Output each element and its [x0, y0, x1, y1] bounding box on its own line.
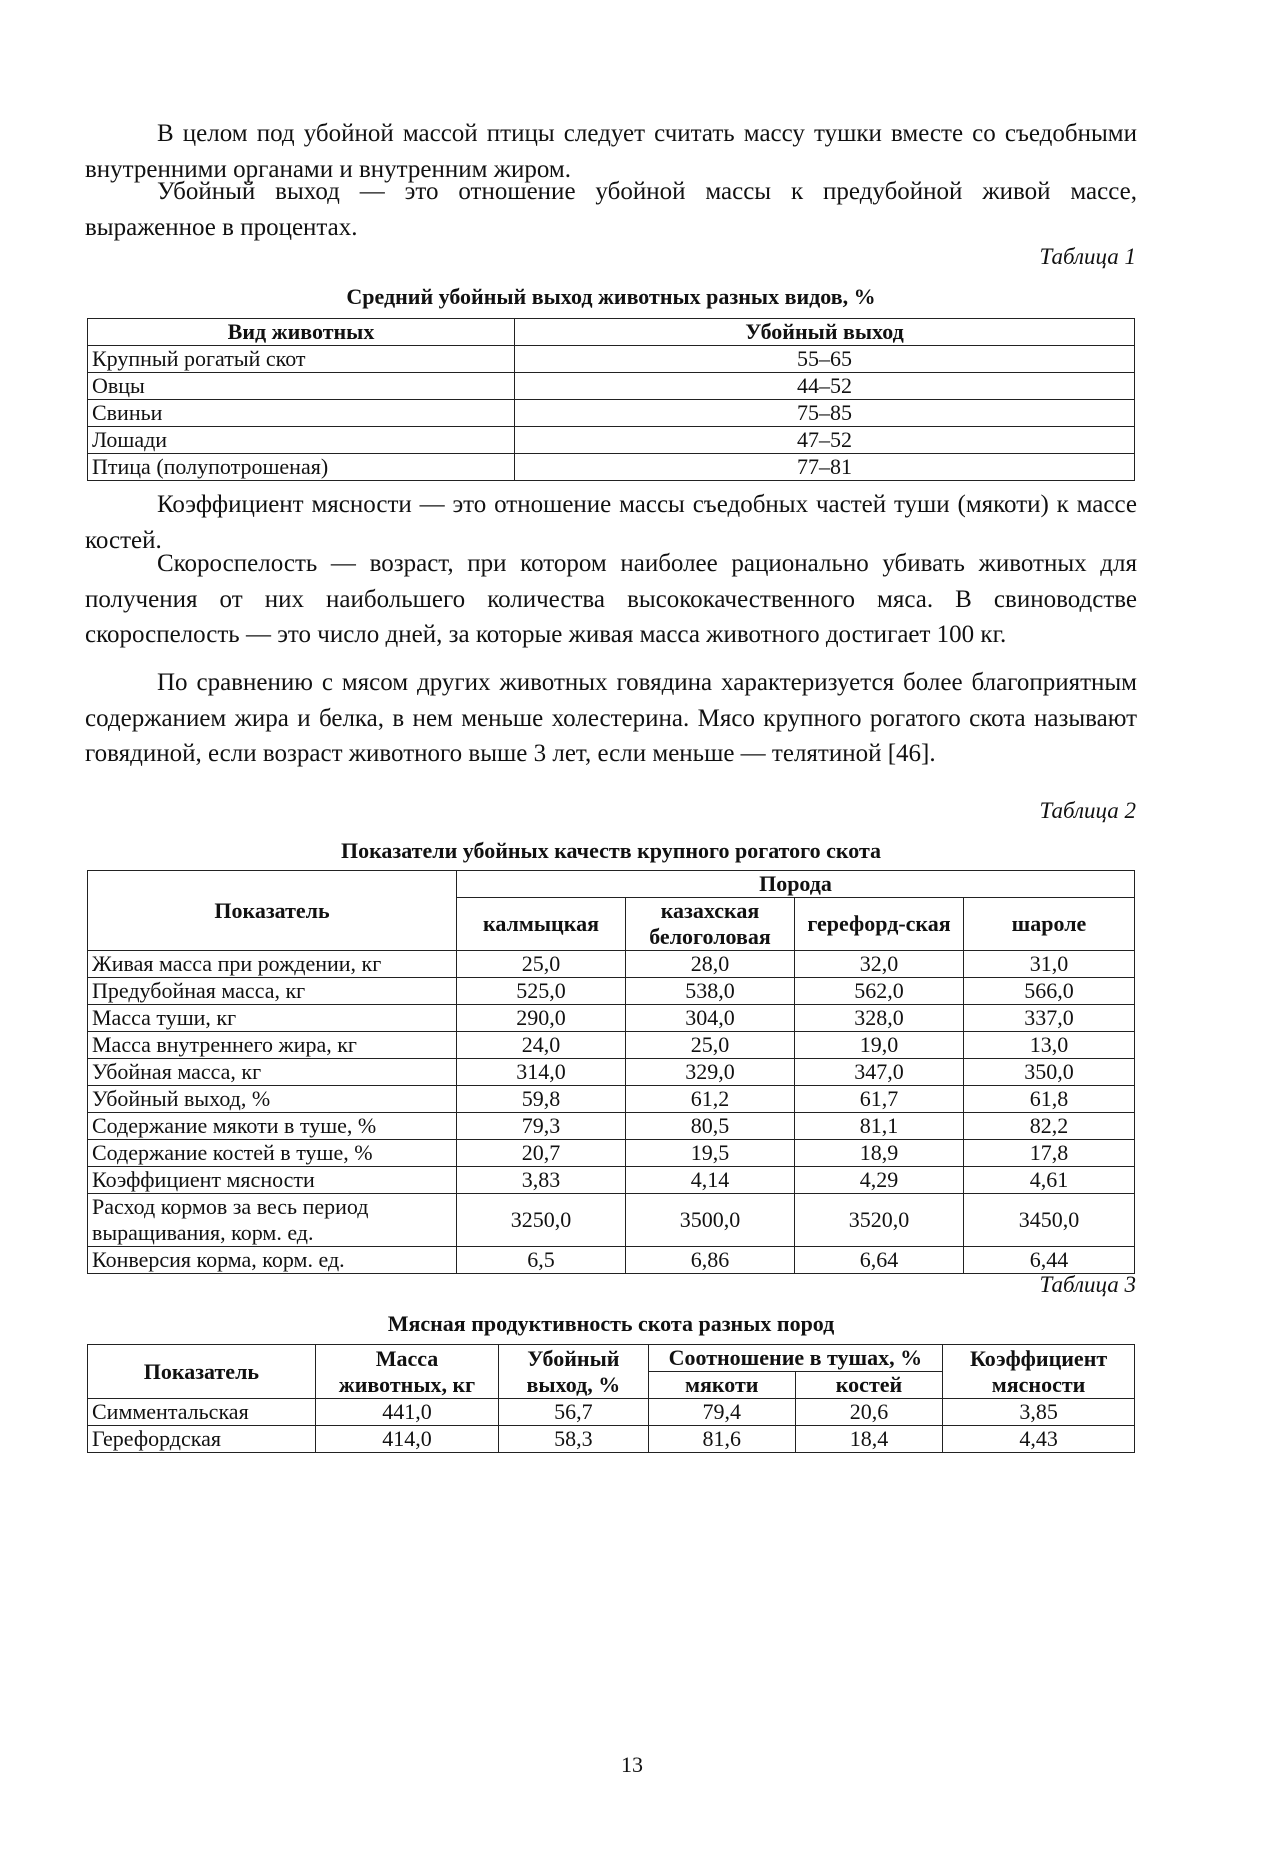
table2-cell: 20,7: [457, 1140, 626, 1167]
table2-cell: 6,44: [964, 1247, 1135, 1274]
table3-cell: 81,6: [648, 1426, 795, 1453]
table3-cell: 58,3: [499, 1426, 648, 1453]
table3-cell: Герефордская: [88, 1426, 316, 1453]
table-row: [88, 1086, 1135, 1113]
table-row: [88, 1194, 1135, 1247]
table2-cell: 80,5: [626, 1113, 795, 1140]
table2-cell: 337,0: [964, 1005, 1135, 1032]
table2-cell: Содержание костей в туше, %: [88, 1140, 457, 1167]
table2-cell: 538,0: [626, 978, 795, 1005]
table2-cell: 13,0: [964, 1032, 1135, 1059]
paragraph-4: Скороспелость — возраст, при котором наиболее рационально убивать животных для получения от них наибольшего количества высококачественного мяса. В свиноводстве скороспелость — это число дней, за которые живая масса животного достигает 100 кг.: [85, 550, 1137, 648]
table1-cell: 47–52: [515, 427, 1135, 454]
table-row: [88, 1059, 1135, 1086]
table1-header-animal: Вид животных: [88, 319, 515, 346]
table2-cell: 350,0: [964, 1059, 1135, 1086]
table1-label: Таблица 1: [1039, 244, 1136, 269]
table2-header-breed-group: Порода: [457, 871, 1135, 898]
table3-header-indicator: Показатель: [88, 1345, 316, 1399]
table2-cell: 31,0: [964, 951, 1135, 978]
table2-cell: 82,2: [964, 1113, 1135, 1140]
table3-header-mass: Масса животных, кг: [315, 1345, 498, 1399]
paragraph-2: Убойный выход — это отношение убойной массы к предубойной живой массе, выраженное в процентах.: [85, 178, 1137, 241]
table1-cell: 55–65: [515, 346, 1135, 373]
table-row: [88, 454, 1135, 481]
table-row: [88, 1426, 1135, 1453]
table2-cell: 314,0: [457, 1059, 626, 1086]
table2-cell: 61,7: [795, 1086, 964, 1113]
table-row: [88, 346, 1135, 373]
paragraph-3: Коэффициент мясности — это отношение массы съедобных частей туши (мякоти) к массе костей.: [85, 491, 1137, 554]
table-row: [88, 1032, 1135, 1059]
table2-body: [88, 951, 1135, 1274]
table2-cell: 3250,0: [457, 1194, 626, 1247]
table2-cell: 566,0: [964, 978, 1135, 1005]
table-row: [88, 1399, 1135, 1426]
table2-header-indicator: Показатель: [88, 871, 457, 951]
table1-cell: 44–52: [515, 373, 1135, 400]
table2-cell: 18,9: [795, 1140, 964, 1167]
table2-cell: 3520,0: [795, 1194, 964, 1247]
table1-cell: Свиньи: [88, 400, 515, 427]
paragraph-1: В целом под убойной массой птицы следует считать массу тушки вместе со съедобными внутренними органами и внутренним жиром.: [85, 120, 1137, 183]
table-row: [88, 373, 1135, 400]
table3-header-yield: Убойный выход, %: [499, 1345, 648, 1399]
table1-cell: 75–85: [515, 400, 1135, 427]
table-row: [88, 1113, 1135, 1140]
table-row: [88, 978, 1135, 1005]
table2-cell: 328,0: [795, 1005, 964, 1032]
table3-label: Таблица 3: [1039, 1272, 1136, 1297]
table2-cell: 4,29: [795, 1167, 964, 1194]
table3-header-coef: Коэффициент мясности: [943, 1345, 1135, 1399]
table2-cell: 347,0: [795, 1059, 964, 1086]
table-row: [88, 951, 1135, 978]
table2-cell: 6,86: [626, 1247, 795, 1274]
table3-header-ratio: Соотношение в тушах, %: [648, 1345, 943, 1372]
table-row: [88, 1247, 1135, 1274]
table2-cell: 3,83: [457, 1167, 626, 1194]
page-number: 13: [621, 1752, 643, 1777]
table2-cell: 32,0: [795, 951, 964, 978]
table2-cell: 25,0: [457, 951, 626, 978]
table2-cell: 25,0: [626, 1032, 795, 1059]
table1-header-row: [88, 319, 1135, 346]
table-row: [88, 1140, 1135, 1167]
table-row: [88, 427, 1135, 454]
table2-cell: 4,61: [964, 1167, 1135, 1194]
table2-cell: Убойная масса, кг: [88, 1059, 457, 1086]
table2-cell: 304,0: [626, 1005, 795, 1032]
table2-header-breed: герефорд-ская: [795, 898, 964, 951]
table1-cell: Птица (полупотрошеная): [88, 454, 515, 481]
table2-cell: 3450,0: [964, 1194, 1135, 1247]
table3-title: Мясная продуктивность скота разных пород: [387, 1311, 835, 1336]
table2-cell: Живая масса при рождении, кг: [88, 951, 457, 978]
table2-cell: 329,0: [626, 1059, 795, 1086]
table3-cell: 79,4: [648, 1399, 795, 1426]
table1-title: Средний убойный выход животных разных видов, %: [346, 284, 876, 309]
table3-header-row-1: [88, 1345, 1135, 1372]
table3-cell: Симментальская: [88, 1399, 316, 1426]
table2-cell: Конверсия корма, корм. ед.: [88, 1247, 457, 1274]
table2-cell: 61,8: [964, 1086, 1135, 1113]
table-row: [88, 400, 1135, 427]
table2-cell: 19,0: [795, 1032, 964, 1059]
table-2: [87, 870, 1135, 1274]
table1-cell: Лошади: [88, 427, 515, 454]
table2-header-breed: шароле: [964, 898, 1135, 951]
table2-cell: 81,1: [795, 1113, 964, 1140]
table3-cell: 18,4: [795, 1426, 942, 1453]
table2-label: Таблица 2: [1039, 798, 1136, 823]
table3-cell: 414,0: [315, 1426, 498, 1453]
table-3: [87, 1344, 1135, 1453]
table2-cell: 79,3: [457, 1113, 626, 1140]
table2-cell: 19,5: [626, 1140, 795, 1167]
table3-header-meat: мякоти: [648, 1372, 795, 1399]
table2-cell: 525,0: [457, 978, 626, 1005]
table3-cell: 3,85: [943, 1399, 1135, 1426]
table2-header-breed: казахская белоголовая: [626, 898, 795, 951]
table2-cell: Коэффициент мясности: [88, 1167, 457, 1194]
table2-header-row-1: [88, 871, 1135, 898]
table2-cell: Масса туши, кг: [88, 1005, 457, 1032]
table3-header-bones: костей: [795, 1372, 942, 1399]
table2-cell: 562,0: [795, 978, 964, 1005]
table2-cell: Убойный выход, %: [88, 1086, 457, 1113]
table1-header-yield: Убойный выход: [515, 319, 1135, 346]
table2-cell: 3500,0: [626, 1194, 795, 1247]
table-row: [88, 1005, 1135, 1032]
paragraph-5: По сравнению с мясом других животных говядина характеризуется более благоприятным содержанием жира и белка, в нем меньше холестерина. Мясо крупного рогатого скота называют говядиной, если возраст животного выше 3 лет, если меньше — телятиной [46].: [85, 669, 1137, 767]
table-1: [87, 318, 1135, 481]
table3-cell: 4,43: [943, 1426, 1135, 1453]
table3-cell: 56,7: [499, 1399, 648, 1426]
table1-cell: Крупный рогатый скот: [88, 346, 515, 373]
table1-cell: 77–81: [515, 454, 1135, 481]
table3-cell: 441,0: [315, 1399, 498, 1426]
table3-cell: 20,6: [795, 1399, 942, 1426]
table2-cell: Расход кормов за весь период выращивания, корм. ед.: [88, 1194, 457, 1247]
table2-cell: 61,2: [626, 1086, 795, 1113]
table2-cell: Предубойная масса, кг: [88, 978, 457, 1005]
table2-cell: 24,0: [457, 1032, 626, 1059]
table2-title: Показатели убойных качеств крупного рогатого скота: [340, 838, 882, 863]
table2-cell: Масса внутреннего жира, кг: [88, 1032, 457, 1059]
table2-cell: Содержание мякоти в туше, %: [88, 1113, 457, 1140]
table-row: [88, 1167, 1135, 1194]
table2-cell: 28,0: [626, 951, 795, 978]
table2-cell: 59,8: [457, 1086, 626, 1113]
table2-cell: 290,0: [457, 1005, 626, 1032]
table2-cell: 6,64: [795, 1247, 964, 1274]
table2-cell: 6,5: [457, 1247, 626, 1274]
table2-cell: 4,14: [626, 1167, 795, 1194]
table2-cell: 17,8: [964, 1140, 1135, 1167]
table1-cell: Овцы: [88, 373, 515, 400]
table2-header-breed: калмыцкая: [457, 898, 626, 951]
